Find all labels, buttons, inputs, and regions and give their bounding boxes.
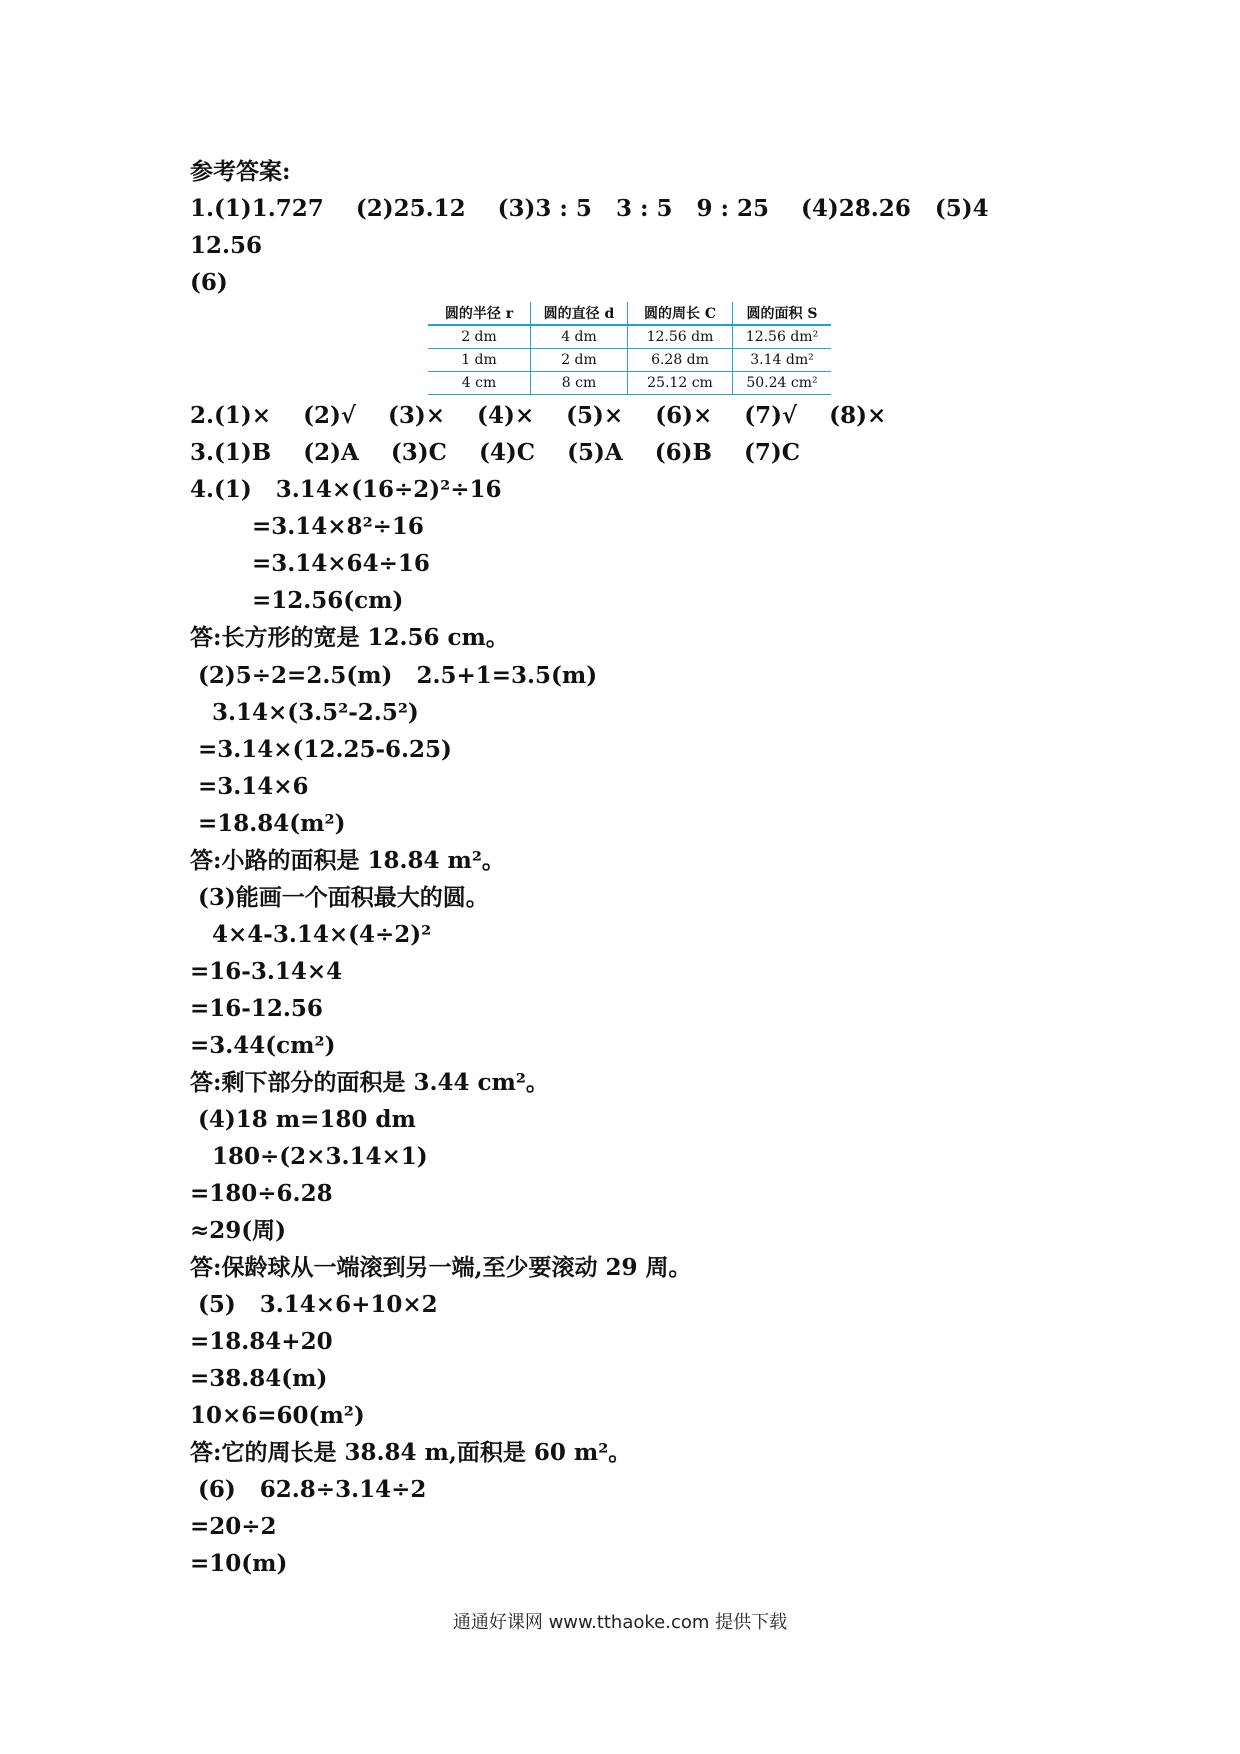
table-row [428, 372, 831, 395]
calc-line: =180÷6.28 [190, 1180, 333, 1207]
calc-line: =3.14×(12.25-6.25) [198, 736, 452, 763]
calc-line: =18.84+20 [190, 1328, 333, 1355]
table-cell: 2 dm [428, 325, 531, 349]
calc-line: =16-3.14×4 [190, 958, 343, 985]
answer-4-6-line: (6) 62.8÷3.14÷2 [198, 1476, 427, 1503]
calc-line: =3.14×8²÷16 [252, 513, 424, 540]
table-cell: 50.24 cm² [733, 372, 832, 395]
table-cell: 12.56 dm [628, 325, 733, 349]
answers-heading: 参考答案: [190, 158, 291, 185]
circle-table [428, 302, 831, 395]
calc-line: =16-12.56 [190, 995, 323, 1022]
answer-statement: 答:剩下部分的面积是 3.44 cm²。 [190, 1069, 549, 1096]
answer-4-2-line: (2)5÷2=2.5(m) 2.5+1=3.5(m) [198, 662, 598, 689]
table-header-cell: 圆的半径 r [428, 302, 531, 325]
answer-statement: 答:保龄球从一端滚到另一端,至少要滚动 29 周。 [190, 1254, 692, 1281]
answer-4-4-line: (4)18 m=180 dm [198, 1106, 416, 1133]
calc-line: =10(m) [190, 1550, 288, 1577]
calc-line: =3.44(cm²) [190, 1032, 336, 1059]
answer-2-line: 2.(1)× (2)√ (3)× (4)× (5)× (6)× (7)√ (8)× [190, 402, 887, 429]
calc-line: 10×6=60(m²) [190, 1402, 365, 1429]
answer-4-1-line: 4.(1) 3.14×(16÷2)²÷16 [190, 476, 502, 503]
answer-1-6-label: (6) [190, 269, 228, 296]
calc-line: 4×4-3.14×(4÷2)² [212, 921, 432, 948]
calc-line: =3.14×6 [198, 773, 309, 800]
table-cell: 2 dm [531, 349, 628, 372]
table-header-cell: 圆的周长 C [628, 302, 733, 325]
table-header-row [428, 302, 831, 325]
table-cell: 25.12 cm [628, 372, 733, 395]
calc-line: ≈29(周) [190, 1217, 287, 1244]
answer-statement: 答:它的周长是 38.84 m,面积是 60 m²。 [190, 1439, 632, 1466]
table-cell: 8 cm [531, 372, 628, 395]
page-footer: 通通好课网 www.tthaoke.com 提供下载 [452, 1612, 788, 1633]
answer-1-line-cont: 12.56 [190, 232, 263, 259]
table-row [428, 325, 831, 349]
calc-line: =3.14×64÷16 [252, 550, 430, 577]
table-cell: 4 cm [428, 372, 531, 395]
calc-line: =38.84(m) [190, 1365, 328, 1392]
table-header-cell: 圆的直径 d [531, 302, 628, 325]
calc-line: 180÷(2×3.14×1) [212, 1143, 428, 1170]
table-cell: 12.56 dm² [733, 325, 832, 349]
calc-line: =12.56(cm) [252, 587, 404, 614]
calc-line: =18.84(m²) [198, 810, 346, 837]
answer-statement: 答:小路的面积是 18.84 m²。 [190, 847, 505, 874]
answer-3-line: 3.(1)B (2)A (3)C (4)C (5)A (6)B (7)C [190, 439, 801, 466]
table-cell: 1 dm [428, 349, 531, 372]
table-cell: 6.28 dm [628, 349, 733, 372]
table-cell: 4 dm [531, 325, 628, 349]
table-cell: 3.14 dm² [733, 349, 832, 372]
answer-1-line: 1.(1)1.727 (2)25.12 (3)3 : 5 3 : 5 9 : 25 (4)28.26 (5)4 [190, 195, 989, 222]
table-row [428, 349, 831, 372]
calc-line: =20÷2 [190, 1513, 277, 1540]
table-header-cell: 圆的面积 S [733, 302, 832, 325]
answer-4-5-line: (5) 3.14×6+10×2 [198, 1291, 438, 1318]
calc-line: 3.14×(3.5²-2.5²) [212, 699, 419, 726]
answer-statement: 答:长方形的宽是 12.56 cm。 [190, 624, 509, 651]
answer-4-3-line: (3)能画一个面积最大的圆。 [198, 884, 489, 911]
